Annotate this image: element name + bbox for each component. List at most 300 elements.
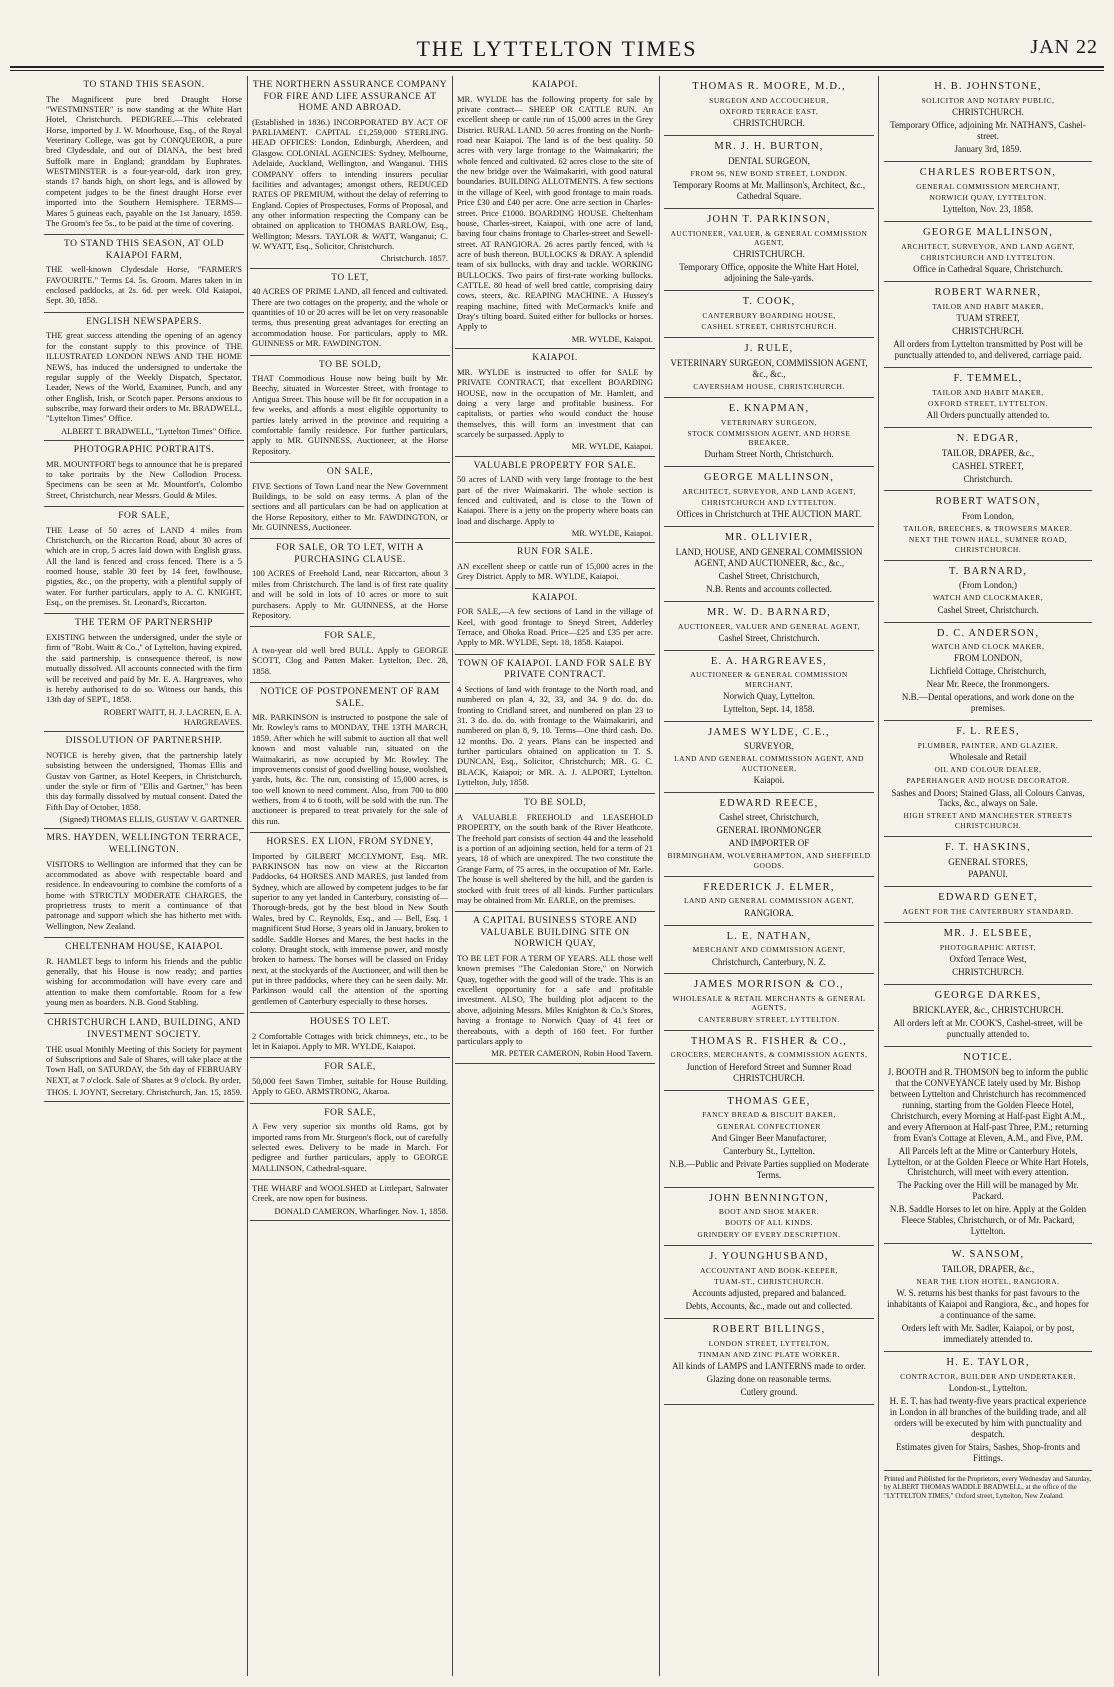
card-line: W. S. returns his best thanks for past favours to the inhabitants of Kaiapoi and Rangiora, &c., and hopes for a continuance of the same. — [887, 1288, 1089, 1321]
card-line: ACCOUNTANT AND BOOK-KEEPER, — [700, 1265, 838, 1275]
ad-body: Imported by GILBERT MCCLYMONT, Esq. MR. PARKINSON has now on view at the Riccarton Paddocks, 64 HORSES AND MARES, just landed from Sydney, which are allowed by competent judges to be far superior to any yet landed in Canterbury, consisting of— Thorough-breds, got by the best blood in New South Wales, bred by C. Reynolds, Esq., and — Bell, Esq. 1 magnificent Stud Horse, 3 years old in January, broken to saddle. Saddle Horses and Mares, the best hacks in the colony. Draught stock, with immense power, and mostly broken to harness. The horses will be classed on Friday next, at the stockyards of the Auctioneer, and will then be put in three paddocks, where they can be seen daily. Mr. Parkinson would call the attention of the sporting gentlemen of Canterbury especially to these horses. — [252, 850, 448, 1006]
card-line: CHRISTCHURCH. — [733, 248, 805, 259]
card-line: Wholesale and Retail — [949, 752, 1027, 763]
card-line: All orders left at Mr. COOK'S, Cashel-street, will be punctually attended to. — [893, 1018, 1083, 1039]
card-line: Temporary Office, adjoining Mr. NATHAN'S, Cashel-street. — [890, 119, 1086, 141]
card-line: Office in Cathedral Square, Christchurch. — [913, 263, 1063, 274]
ad-heading: ENGLISH NEWSPAPERS. — [86, 316, 202, 327]
card-line: RANGIORA. — [744, 907, 794, 918]
card-line: CHRISTCHURCH. — [952, 325, 1024, 336]
header-rule — [10, 66, 1104, 68]
card-line: Durham Street North, Christchurch. — [704, 449, 834, 460]
advertisement — [250, 833, 450, 1013]
card-name: MR. J. H. BURTON, — [714, 141, 824, 153]
ad-signature: MR. PETER CAMERON, Robin Hood Tavern. — [491, 1048, 653, 1059]
card-line: WATCH AND CLOCK MAKER, — [931, 642, 1045, 652]
card-line: Christchurch. — [963, 473, 1013, 484]
advertisement — [250, 76, 450, 269]
ad-heading: TO LET, — [331, 272, 369, 283]
ad-heading: TO STAND THIS SEASON, AT OLD KAIAPOI FARM, — [64, 239, 224, 261]
advertisement — [455, 457, 655, 544]
column-divider — [247, 76, 248, 1676]
header-rule-thin — [10, 70, 1104, 71]
card-line: Cashel street, Christchurch, — [719, 812, 819, 823]
advertisement — [455, 912, 655, 1063]
ad-heading: PHOTOGRAPHIC PORTRAITS. — [73, 445, 215, 456]
advertisement — [250, 463, 450, 539]
card-line: PLUMBER, PAINTER, AND GLAZIER, — [917, 741, 1059, 751]
card-line: Glazing done on reasonable terms. — [706, 1373, 832, 1384]
card-line: BIRMINGHAM, WOLVERHAMPTON, AND SHEFFIELD GOODS. — [667, 851, 871, 870]
advertisement — [44, 829, 244, 938]
ad-body: 50 acres of LAND with very large frontage to the best part of the river Waimakariri. The whole section is fenced and cultivated, and is close to the Town of Kaiapoi. There is a jetty on the property where boats can load and discharge. Apply to — [457, 474, 653, 526]
column-4-business-cards — [664, 76, 874, 1676]
card-line: Offices in Christchurch at THE AUCTION MART. — [676, 509, 862, 520]
ad-body: THAT Commodious House now being built by Mr. Beechy, situated in Worcester Street, with frontage to Antigua Street. This house will be fit for occupation in a few weeks, and affords a most eligible opportunity to parties lately arrived in the province and requiring a comfortable family residence. For further particulars, apply to MR. GUINNESS, Auctioneer, at the Horse Repository. — [252, 373, 448, 456]
ad-heading: TOWN OF KAIAPOI. LAND FOR SALE BY PRIVATE CONTRACT. — [457, 658, 653, 681]
ad-body: 50,000 feet Sawn Timber, suitable for House Building. Apply to GEO. ARMSTRONG, Akaroa. — [252, 1075, 448, 1097]
card-line: Temporary Office, opposite the White Hart Hotel, adjoining the Sale-yards. — [679, 261, 859, 283]
ad-heading: FOR SALE, — [324, 1107, 376, 1118]
card-line: All orders from Lyttelton transmitted by Post will be punctually attended to, and delivered, carriage paid. — [893, 338, 1083, 360]
card-line: DENTAL SURGEON, — [728, 155, 810, 166]
business-card — [664, 338, 874, 398]
column-3 — [455, 76, 655, 1676]
card-name: ROBERT BILLINGS, — [712, 1323, 826, 1335]
card-line: BOOTS OF ALL KINDS. — [725, 1218, 813, 1228]
card-name: ROBERT WATSON, — [935, 496, 1041, 508]
advertisement — [44, 76, 244, 235]
card-line: LAND, HOUSE, AND GENERAL COMMISSION AGENT, AND AUCTIONEER, &c., &c., — [675, 546, 863, 568]
card-line: All kinds of LAMPS and LANTERNS made to order. — [672, 1360, 866, 1371]
business-card — [664, 793, 874, 877]
card-line: VETERINARY SURGEON, COMMISSION AGENT, &c., &c., — [670, 357, 868, 379]
ad-heading: FOR SALE, OR TO LET, WITH A PURCHASING CLAUSE. — [276, 543, 424, 565]
card-name: JOHN T. PARKINSON, — [707, 213, 831, 225]
card-name: ROBERT WARNER, — [934, 286, 1042, 298]
ad-heading: HORSES. EX LION, FROM SYDNEY, — [266, 837, 434, 848]
card-name: NOTICE. — [963, 1051, 1013, 1063]
card-name: GEORGE MALLINSON, — [922, 226, 1054, 238]
ad-body: A Few very superior six months old Rams, got by imported rams from Mr. Sturgeon's flock, out of carefully selected ewes. Delivery to be made in March. For pedigree and further particulars, apply to GEORGE MALLINSON, Cathedral-square. — [252, 1121, 448, 1173]
card-line: VETERINARY SURGEON, — [721, 417, 817, 427]
card-line: AUCTIONEER, VALUER AND GENERAL AGENT, — [678, 621, 860, 631]
card-name: JOHN BENNINGTON, — [709, 1192, 829, 1204]
card-line: ARCHITECT, SURVEYOR, AND LAND AGENT, — [682, 486, 856, 496]
card-name: JAMES WYLDE, C.E., — [708, 726, 830, 738]
ad-body: MR. PARKINSON is instructed to postpone the sale of Mr. Rowley's rams to MONDAY, THE 13TH MARCH, 1859. After which he will submit to auction all that well known and most valuable run, situated on the Waimakariri, as now occupied by Mr. Rowley. The improvements consist of good dwelling house, woolshed, yards, huts, &c. The run, consisting of 15,000 acres, is too well known to need comment. Also, from 700 to 800 wethers, from 4 to 6 tooth, will be sold with the run. The auctioneer is prepared to treat privately for the sale of this run. — [252, 712, 448, 826]
card-line: J. BOOTH and R. THOMSON beg to inform the public that the CONVEYANCE lately used by Mr. Bishop between Lyttelton and Christchurch has recommenced running, starting from the Golden Fleece Hotel, Christchurch, every Morning at Half-past Eight A.M., and every Afternoon at Half-past Three, P.M.; returning from Evan's Cottage at Eleven, A.M., and Five, P.M. — [887, 1066, 1089, 1143]
ad-heading: NOTICE OF POSTPONEMENT OF RAM SALE. — [260, 686, 440, 709]
ad-heading: TO BE SOLD, — [523, 798, 587, 809]
card-name: F. TEMMEL, — [953, 372, 1023, 384]
ad-body: THE usual Monthly Meeting of this Society for payment of Subscriptions and Sale of Shares, will take place at the Town Hall, on SATURDAY, the 5th day of FEBRUARY NEXT, at 7 o'clock. Sale of Shares at 9 o'clock. By order, — [46, 1043, 242, 1085]
business-card — [884, 887, 1092, 923]
card-line: TUAM-ST., CHRISTCHURCH. — [714, 1276, 824, 1286]
business-card — [664, 76, 874, 136]
card-name: H. E. TAYLOR, — [946, 1357, 1030, 1369]
card-line: CHRISTCHURCH AND LYTTELTON. — [701, 497, 837, 507]
ad-heading: FOR SALE, — [324, 1062, 376, 1073]
card-name: T. BARNARD, — [948, 565, 1028, 577]
advertisement — [455, 655, 655, 795]
ad-body: NOTICE is hereby given, that the partnership lately subsisting between the undersigned, Thomas Ellis and Gustav von Gartner, as Hotel Keepers, in Christchurch, under the style or firm of "Ellis and Gartner," has been this day formally dissolved by mutual consent. Dated the Fifth Day of October, 1858. — [46, 749, 242, 812]
card-line: Lichfield Cottage, Christchurch, — [929, 666, 1047, 677]
ad-heading: TO STAND THIS SEASON. — [83, 80, 205, 90]
advertisement — [455, 589, 655, 655]
ad-body: THE well-known Clydesdale Horse, "FARMER'S FAVOURITE." Terms £4. 5s. Groom. Mares taken in in enclosed paddocks, at 2s. 6d. per week. Old Kaiapoi, Sept. 30, 1858. — [46, 264, 242, 306]
card-line: London-st., Lyttelton. — [948, 1382, 1028, 1393]
card-line: PHOTOGRAPHIC ARTIST, — [939, 943, 1037, 953]
card-name: N. EDGAR, — [956, 432, 1020, 444]
card-line: GRINDERY OF EVERY DESCRIPTION. — [697, 1229, 841, 1239]
card-line: Kaiapoi. — [753, 774, 785, 785]
card-line: Accounts adjusted, prepared and balanced. — [692, 1287, 846, 1298]
card-name: EDWARD GENET, — [938, 892, 1038, 904]
card-name: FREDERICK J. ELMER, — [703, 881, 835, 893]
card-line: LAND AND GENERAL COMMISSION AGENT, AND AUCTIONEER, — [674, 754, 864, 773]
business-card — [884, 222, 1092, 282]
card-name: F. T. HASKINS, — [945, 841, 1031, 853]
ad-signature: ALBERT T. BRADWELL, "Lyttelton Times" Office. — [61, 425, 242, 436]
card-line: LONDON STREET, LYTTELTON, — [708, 1338, 830, 1348]
ad-signature: Christchurch. 1857. — [380, 253, 448, 264]
card-line: Cashel Street, Christchurch. — [718, 632, 820, 643]
ad-signature: (Signed) THOMAS ELLIS, GUSTAV V. GARTNER. — [59, 814, 242, 825]
ad-body: VISITORS to Wellington are informed that they can be accommodated as above with respectable board and residence. In endeavouring to combine the comforts of a home with STRICTLY MODERATE CHARGES, the proprietress trusts to merit a continuance of that patronage and support which she has hitherto met with. Wellington, New Zealand. — [46, 858, 242, 931]
ad-heading: THE NORTHERN ASSURANCE COMPANY FOR FIRE AND LIFE ASSURANCE AT HOME AND ABROAD. — [252, 80, 448, 114]
printer-imprint: Printed and Published for the Proprietors, every Wednesday and Saturday, by ALBERT THOMAS WADDLE BRADWELL, at the office of the "LYTTELTON TIMES," Oxford street, Lyttelton, New Zealand. — [884, 1474, 1092, 1500]
card-line: Oxford Terrace West, — [949, 954, 1027, 965]
business-card — [884, 1244, 1092, 1352]
card-line: TAILOR AND HABIT MAKER, — [932, 387, 1044, 397]
column-2 — [250, 76, 450, 1676]
card-line: Cashel Street, Christchurch, — [718, 570, 820, 581]
ad-body: FOR SALE,—A few sections of Land in the village of Keel, with good frontage to Sneyd Street, Adderley Terrace, and Ohoka Road. Price—£25 and £35 per acre. Apply to MR. WYLDE, Sept. 18, 1858. Kaiapoi. — [457, 606, 653, 648]
card-name: THOMAS R. FISHER & CO., — [690, 1035, 848, 1047]
card-line: CONTRACTOR, BUILDER AND UNDERTAKER, — [900, 1371, 1076, 1381]
column-divider — [659, 76, 660, 1676]
card-line: N.B. Saddle Horses to let on hire. Apply at the Golden Fleece Stables, Christchurch, or of Mr. Packard, Lyttelton. — [889, 1204, 1087, 1237]
advertisement — [250, 1180, 450, 1221]
ad-body: AN excellent sheep or cattle run of 15,000 acres in the Grey District. Apply to MR. WYLDE, Kaiapoi. — [457, 560, 653, 582]
ad-signature: MR. WYLDE, Kaiapoi. — [571, 333, 653, 344]
card-line: SOLICITOR AND NOTARY PUBLIC, — [921, 95, 1055, 105]
card-line: Cutlery ground. — [740, 1386, 798, 1397]
advertisement — [250, 683, 450, 833]
card-line: ARCHITECT, SURVEYOR, AND LAND AGENT, — [901, 241, 1075, 251]
card-line: Canterbury St., Lyttelton. — [723, 1145, 815, 1156]
card-line: CAVERSHAM HOUSE, CHRISTCHURCH. — [693, 381, 845, 391]
card-line: GENERAL COMMISSION MERCHANT, — [916, 181, 1060, 191]
card-line: CANTERBURY STREET, LYTTELTON. — [698, 1014, 840, 1024]
card-line: (From London,) — [959, 580, 1017, 591]
card-name: E. A. HARGREAVES, — [710, 655, 828, 667]
ad-heading: HOUSES TO LET. — [309, 1017, 391, 1028]
ad-signature: MR. WYLDE, Kaiapoi. — [571, 528, 653, 539]
card-line: All Parcels left at the Mitre or Canterbury Hotels, Lyttelton, or at the Golden Fleece or White Hart Hotels, Christchurch, will meet with every attention. — [887, 1145, 1089, 1178]
card-line: And Ginger Beer Manufacturer, — [711, 1132, 827, 1143]
column-divider — [878, 76, 879, 1676]
advertisement — [250, 1104, 450, 1180]
column-1 — [44, 76, 244, 1676]
business-card — [664, 1188, 874, 1246]
card-name: GEORGE MALLINSON, — [703, 472, 835, 484]
card-line: NORWICH QUAY, LYTTELTON. — [929, 192, 1047, 202]
advertisement — [44, 507, 244, 614]
card-line: OXFORD STREET, LYTTELTON. — [928, 398, 1048, 408]
business-card — [664, 651, 874, 722]
card-line: The Packing over the Hill will be managed by Mr. Packard. — [897, 1180, 1079, 1202]
card-line: TAILOR AND HABIT MAKER, — [932, 301, 1044, 311]
card-line: Lyttelton, Sept. 14, 1858. — [723, 703, 815, 714]
card-name: T. COOK, — [742, 295, 796, 307]
ad-heading: MRS. HAYDEN, WELLINGTON TERRACE, WELLINGTON. — [46, 833, 242, 855]
ad-body: A VALUABLE FREEHOLD and LEASEHOLD PROPERTY, on the south bank of the River Heathcote. The freehold part consists of section 44 and the leasehold is a portion of an adjoining section, held for a term of 21 years, 18 of which are unexpired. The two constitute the Grange Farm, of 75 acres, in the occupation of Mr. Earle. The house is well sheltered by the hill, and the garden is stocked with fruit trees of all kinds. Further particulars may be obtained from Mr. EARLE, on the premises. — [457, 812, 653, 905]
ad-heading: KAIAPOI. — [532, 592, 578, 603]
card-name: MR. J. ELSBEE, — [943, 928, 1033, 940]
ad-signature: MR. WYLDE, Kaiapoi. — [571, 441, 653, 452]
business-card — [664, 722, 874, 793]
card-line: LAND AND GENERAL COMMISSION AGENT, — [683, 896, 855, 906]
card-line: Christchurch, Canterbury, N. Z. — [711, 956, 827, 967]
card-name: L. E. NATHAN, — [726, 930, 812, 942]
card-name: D. C. ANDERSON, — [936, 627, 1040, 639]
ad-body: FIVE Sections of Town Land near the New Government Buildings, to be sold on easy terms. A plan of the sections and all particulars can be had on application at the Horse Repository, either to Mr. FAWDINGTON, or Mr. GUINNESS, Auctioneer. — [252, 480, 448, 532]
card-line: Cashel Street, Christchurch. — [937, 604, 1039, 615]
card-line: CHRISTCHURCH AND LYTTELTON. — [920, 252, 1056, 262]
ad-body: MR. WYLDE is instructed to offer for SALE by PRIVATE CONTRACT, that excellent BOARDING HOUSE, now in the occupation of Mr. Hamlett, and doing a very large and profitable business. For capitalists, or parties who would conduct the house themselves, this will form an investment that can scarcely be surpassed. Apply to — [457, 366, 653, 439]
card-line: AUCTIONEER, VALUER, & GENERAL COMMISSION AGENT, — [670, 228, 868, 247]
card-name: THOMAS GEE, — [727, 1095, 811, 1107]
card-line: TUAM STREET, — [956, 312, 1020, 323]
card-line: Temporary Rooms at Mr. Mallinson's, Architect, &c., Cathedral Square. — [672, 179, 866, 201]
business-card — [884, 76, 1092, 162]
ad-heading: KAIAPOI. — [532, 353, 578, 364]
business-card — [884, 721, 1092, 836]
card-line: FROM LONDON, — [953, 653, 1022, 664]
advertisement — [250, 269, 450, 356]
card-line: FANCY BREAD & BISCUIT BAKER, — [702, 1110, 836, 1120]
card-name: W. SANSOM, — [951, 1249, 1025, 1261]
card-line: Junction of Hereford Street and Sumner Road CHRISTCHURCH. — [686, 1061, 852, 1083]
card-name: MR. OLLIVIER, — [724, 532, 814, 544]
card-line: Estimates given for Stairs, Sashes, Shop-fronts and Fittings. — [896, 1441, 1080, 1463]
advertisement — [455, 794, 655, 912]
card-line: STOCK COMMISSION AGENT, AND HORSE BREAKER, — [687, 428, 851, 447]
business-card — [664, 1319, 874, 1405]
card-line: CHRISTCHURCH. — [952, 967, 1024, 978]
ad-heading: VALUABLE PROPERTY FOR SALE. — [473, 460, 637, 471]
ad-signature: ROBERT WAITT, H. J. LACREN, E. A. HARGREAVES. — [103, 706, 242, 727]
advertisement — [250, 1058, 450, 1103]
card-name: MR. W. D. BARNARD, — [707, 606, 831, 618]
card-line: AND IMPORTER OF — [728, 838, 810, 849]
business-card — [884, 368, 1092, 428]
advertisement — [455, 349, 655, 456]
business-card — [664, 926, 874, 975]
ad-heading: FOR SALE, — [118, 511, 170, 522]
card-name: GEORGE DARKES, — [934, 990, 1042, 1002]
ad-body: MR. MOUNTFORT begs to announce that he is prepared to take portraits by the New Collodion Process. Specimens can be seen at Mr. Mountfort's, Colombo Street, Christchurch, near Messrs. Gould & Miles. — [46, 458, 242, 500]
business-card — [664, 209, 874, 291]
column-divider — [452, 76, 453, 1676]
card-line: N.B.—Public and Private Parties supplied on Moderate Terms. — [669, 1158, 869, 1180]
card-line: PAPANUI. — [968, 869, 1008, 880]
business-card — [884, 491, 1092, 560]
card-name: JAMES MORRISON & CO., — [694, 979, 844, 991]
card-line: Debts, Accounts, &c., made out and collected. — [685, 1300, 853, 1311]
ad-heading: FOR SALE, — [324, 631, 376, 642]
ad-body: TO BE LET FOR A TERM OF YEARS. ALL those well known premises "The Caledonian Store," on Norwich Quay, together with the good will of the trade. This is an excellent opportunity for a safe and profitable investment. ALSO, The building plot adjacent to the above, adjoining Messrs. Miles Knighton & Co.'s Stores, having a frontage to Norwich Quay of 41 feet or thereabouts, with a depth of 160 feet. For further particulars apply to — [457, 953, 653, 1046]
card-line: BRICKLAYER, &c., CHRISTCHURCH. — [912, 1005, 1064, 1016]
ad-heading: ON SALE, — [326, 466, 374, 477]
advertisement — [455, 76, 655, 349]
business-card — [664, 602, 874, 651]
card-name: THOMAS R. MOORE, M.D., — [692, 81, 846, 92]
card-line: CASHEL STREET, — [952, 460, 1024, 471]
ad-signature: DONALD CAMERON, Wharfinger. Nov. 1, 1858. — [274, 1205, 448, 1216]
card-line: All Orders punctually attended to. — [926, 409, 1050, 420]
business-card — [884, 837, 1092, 888]
card-line: MERCHANT AND COMMISSION AGENT, — [692, 945, 846, 955]
business-card — [664, 467, 874, 527]
ad-heading: TO BE SOLD, — [318, 359, 382, 370]
card-name: E. KNAPMAN, — [728, 402, 810, 414]
card-line: CHRISTCHURCH. — [733, 118, 805, 129]
business-card — [664, 398, 874, 467]
card-line: WATCH AND CLOCKMAKER, — [932, 593, 1044, 603]
card-line: GROCERS, MERCHANTS, & COMMISSION AGENTS, — [670, 1050, 868, 1060]
card-line: Orders left with Mr. Sadler, Kaiapoi, or by post, immediately attended to. — [901, 1323, 1075, 1345]
ad-body: A two-year old well bred BULL. Apply to GEORGE SCOTT, Clog and Patten Maker. Lyttelton, Dec. 28, 1858. — [252, 644, 448, 676]
ad-heading: DISSOLUTION OF PARTNERSHIP. — [65, 736, 223, 747]
ad-body: 2 Comfortable Cottages with brick chimneys, etc., to be let in Kaiapoi. Apply to MR. WYLDE, Kaiapoi. — [252, 1030, 448, 1051]
ad-body: THE great success attending the opening of an agency for the constant supply to this province of THE ILLUSTRATED LONDON NEWS AND THE HOME NEWS, has induced the undersigned to undertake the regular supply of the Weekly Dispatch, Spectator, Leader, News of the World, Examiner, Punch, and any other English, Irish, or Scotch paper. Persons anxious to subscribe, may forward their orders to Mr. BRADWELL, "Lyttelton Times" Office. — [46, 330, 242, 424]
card-line: From London, — [961, 511, 1014, 522]
business-card — [884, 282, 1092, 368]
advertisement — [250, 356, 450, 463]
card-line: NEAR THE LION HOTEL, RANGIORA. — [916, 1277, 1060, 1287]
ad-body: EXISTING between the undersigned, under the style or firm of "Robt. Waitt & Co.," of Lyttelton, having expired, the said partnership, is consequence thereof, is now mutually dissolved. All accounts connected with the firm will be received and paid by Mr. E. A. Hargreaves, who is hereby authorised to do so. Witness our hands, this 13th day of SEPT., 1858. — [46, 632, 242, 705]
ad-heading: THE TERM OF PARTNERSHIP — [75, 618, 213, 629]
card-line: Lyttelton, Nov. 23, 1858. — [942, 203, 1034, 214]
business-card — [664, 1031, 874, 1091]
ad-body: 100 ACRES of Freehold Land, near Riccarton, about 3 miles from Christchurch. The land is of first rate quality and will be sold in lots of 10 acres or more to suit purchasers. Apply to Mr. GUINNESS, at the Horse Repository. — [252, 568, 448, 620]
card-name: F. L. REES, — [956, 726, 1020, 738]
business-card — [884, 623, 1092, 722]
business-card — [664, 1246, 874, 1319]
card-name: EDWARD REECE, — [719, 797, 819, 809]
card-line: CASHEL STREET, CHRISTCHURCH. — [701, 321, 837, 331]
ad-body: (Established in 1836.) INCORPORATED BY ACT OF PARLIAMENT. CAPITAL £1,259,000 STERLING. HEAD OFFICES: London, Edinburgh, Aberdeen, and Glasgow. COLONIAL AGENCIES: Sydney, Melbourne, Adelaide, Auckland, Wellington, and Wanganui. THIS COMPANY offers to intending insurers peculiar facilities and advantages; amongst others, REDUCED RATES OF PREMIUM, without the delay of referring to England. Copies of Prospectuses, Forms of Proposal, and any other information respecting the Company can be obtained on application to THOMAS BARLOW, Esq., Wellington; Messrs. TAYLOR & WATT, Wanganui; C. W. WYATT, Esq., Solicitor, Christchurch. — [252, 116, 448, 252]
newspaper-title: THE LYTTELTON TIMES — [416, 36, 698, 61]
advertisement — [44, 313, 244, 441]
advertisement — [44, 1014, 244, 1102]
card-line: CANTERBURY BOARDING HOUSE, — [702, 310, 836, 320]
business-card — [884, 428, 1092, 492]
business-card — [664, 877, 874, 926]
card-line: OIL AND COLOUR DEALER, — [934, 765, 1042, 775]
card-line: N.B.—Dental operations, and work done on the premises. — [901, 692, 1075, 714]
card-line: GENERAL IRONMONGER — [716, 825, 822, 836]
ad-body: 40 ACRES OF PRIME LAND, all fenced and cultivated. There are two cottages on the property, and the whole or quantities of 10 or 20 acres will be let on very reasonable terms, thus presenting great advantages for erecting an accommodation house. For particulars, apply to MR. GUINNESS or MR. FAWDINGTON. — [252, 286, 448, 349]
card-line: OXFORD TERRACE EAST, — [719, 106, 819, 116]
card-line: AUCTIONEER & GENERAL COMMISSION MERCHANT, — [690, 670, 848, 689]
ad-heading: RUN FOR SALE. — [517, 547, 593, 558]
business-card — [884, 985, 1092, 1047]
ad-body: THE WHARF and WOOLSHED at Littlepart, Saltwater Creek, are now open for business. — [252, 1182, 448, 1204]
business-card — [664, 527, 874, 602]
masthead — [0, 0, 1114, 78]
card-line: Near Mr. Reece, the Ironmongers. — [926, 679, 1050, 690]
card-line: Norwich Quay, Lyttelton. — [723, 690, 815, 701]
business-card — [884, 561, 1092, 623]
card-line: BOOT AND SHOE MAKER. — [718, 1207, 820, 1217]
ad-body: R. HAMLET begs to inform his friends and the public generally, that his House is now ready; and parties wishing for accommodation will have every care and attention to make them comfortable. Room for a few young men as boarders. N.B. Good Stabling. — [46, 955, 242, 1008]
advertisement — [250, 627, 450, 683]
card-line: AGENT FOR THE CANTERBURY STANDARD. — [902, 907, 1074, 917]
ad-body: 4 Sections of land with frontage to the North road, and numbered on plan 4, 32, 33, and 34. 9 do. do. do. fronting to Cridland street, and numbered on plan 23 to 31. 3 do. do. do. with frontage to the Waimakariri, and numbered on plan 8, 9, 10. Terms—One third cash. Do. 12 months. Do. 2 years. Plans can be inspected and further particulars obtained on application to T. S. DUNCAN, Esq., Solicitor, Christchurch; MR. G. C. BLACK, Kaiapoi; or MR. A. J. ALPORT, Lyttelton. Lyttelton, July, 1858. — [457, 683, 653, 788]
business-card — [664, 974, 874, 1030]
business-card — [664, 136, 874, 209]
card-line: January 3rd, 1859. — [954, 143, 1022, 154]
card-name: J. RULE, — [744, 342, 794, 354]
card-line: TAILOR, BREECHES, & TROWSERS MAKER. — [903, 524, 1073, 534]
ad-heading: KAIAPOI. — [532, 80, 578, 90]
business-card — [884, 162, 1092, 222]
business-card — [884, 1352, 1092, 1471]
advertisement — [44, 938, 244, 1014]
ad-signature: THOS. I. JOYNT, Secretary. Christchurch, Jan. 15, 1859. — [46, 1087, 242, 1098]
ad-body: MR. WYLDE has the following property for sale by private contract— SHEEP OR CATTLE RUN. An excellent sheep or cattle run of 15,000 acres in the Grey District. RURAL LAND. 50 acres fronting on the North-road near Kaiapoi. The land is of the best quality. 50 acres with very large frontage to the Waimakariri; the whole fenced and cultivated. 62 acres close to the site of the new bridge over the Waimakariri, with good natural boundaries. BUILDING ALLOTMENTS. A few sections in the village of Keel, with good frontage to main roads. Price £30 and £40 per acre. One acre section in Charles-street. Price £1000. BOARDING HOUSE. Cheltenham house, Charles-street, Kaiapoi, with one acre of land, having four chains frontage to Charles-street and Sewell-street. AT RANGIORA. 26 acres partly fenced, with ¼ acre of bush thereon. BULLOCKS & DRAY. A splendid team of six bullocks, with dray and tackle. WORKING BULLOCKS. Two pairs of first-rate working bullocks. CATTLE. 80 head of well bred cattle, comprising dairy cows, steers, &c. REAPING MACHINE. A Hussey's reaping machine, fitted with McCormack's knife and Dray's tilting board. Suited either for bullocks or horses. Apply to — [457, 93, 653, 332]
ad-body: The Magnificent pure bred Draught Horse "WESTMINSTER" is now standing at the White Hart Hotel, Christchurch. PEDIGREE.—This celebrated Horse, imported by J. W. Moorhouse, Esq., of the Royal Veterinary College, was got by CONQUEROR, a pure bred Clydesdale, and out of DIANA, the best bred Suffolk mare in England; granddam by Euphrates. WESTMINSTER is a four-year-old, dark iron grey, stands 17 hands high, on short legs, and is allowed by competent judges to be the finest draught Horse ever imported into the Southern Hemisphere. TERMS—Mares 5 guineas each, payable on the 1st January, 1859. The Groom's fee 5s., to be paid at the time of covering. — [46, 93, 242, 228]
card-line: GENERAL STORES, — [948, 856, 1028, 867]
card-line: TAILOR, DRAPER, &c., — [941, 1264, 1035, 1275]
card-line: H. E. T. has had twenty-five years practical experience in London in all branches of the building trade, and all orders will be executed by him with punctuality and despatch. — [889, 1395, 1087, 1439]
card-line: SURVEYOR, — [743, 741, 795, 752]
advertisement — [250, 1013, 450, 1058]
card-line: FROM 96, NEW BOND STREET, LONDON. — [690, 168, 848, 178]
business-card — [884, 1047, 1092, 1244]
ad-heading: CHRISTCHURCH LAND, BUILDING, AND INVESTMENT SOCIETY. — [47, 1018, 241, 1041]
card-line: HIGH STREET AND MANCHESTER STREETS CHRISTCHURCH. — [903, 811, 1073, 830]
card-line: TINMAN AND ZINC PLATE WORKER. — [697, 1349, 841, 1359]
ad-heading: CHELTENHAM HOUSE, KAIAPOI. — [65, 942, 223, 953]
ad-heading: A CAPITAL BUSINESS STORE AND VALUABLE BUILDING SITE ON NORWICH QUAY, — [473, 916, 637, 950]
business-card — [664, 1091, 874, 1188]
advertisement — [44, 441, 244, 507]
advertisement — [44, 235, 244, 313]
card-line: GENERAL CONFECTIONER — [717, 1121, 821, 1131]
advertisement — [44, 732, 244, 829]
card-line: WHOLESALE & RETAIL MERCHANTS & GENERAL AGENTS, — [672, 994, 866, 1013]
card-line: N.B. Rents and accounts collected. — [706, 583, 832, 594]
advertisement — [250, 539, 450, 627]
card-line: CHRISTCHURCH. — [952, 106, 1024, 117]
card-name: CHARLES ROBERTSON, — [919, 166, 1057, 178]
advertisement — [455, 543, 655, 588]
card-line: NEXT THE TOWN HALL, SUMNER ROAD, CHRISTCHURCH. — [908, 535, 1068, 554]
ad-body: THE Lease of 50 acres of LAND 4 miles from Christchurch, on the Riccarton Road, about 30 acres of which are in crop, 5 acres laid down with English grass. All the land is fenced and cross fenced. There is a 5 roomed house, stable 30 feet by 14 feet, fowlhouse, pigsties, &c., on the property, with a plentiful supply of water. For further particulars, apply to A. C. KNIGHT, Esq., on the premises. St. Leonard's, Riccarton. — [46, 524, 242, 608]
card-line: TAILOR, DRAPER, &c., — [941, 447, 1035, 458]
column-5-business-cards — [884, 76, 1092, 1676]
business-card — [664, 291, 874, 338]
card-name: H. B. JOHNSTONE, — [934, 81, 1042, 92]
issue-date: JAN 22 — [1030, 36, 1098, 58]
card-line: Sashes and Doors; Stained Glass, all Colours Canvas, Tacks, &c., always on Sale. — [891, 787, 1085, 809]
card-line: PAPERHANGER AND HOUSE DECORATOR. — [906, 776, 1070, 786]
